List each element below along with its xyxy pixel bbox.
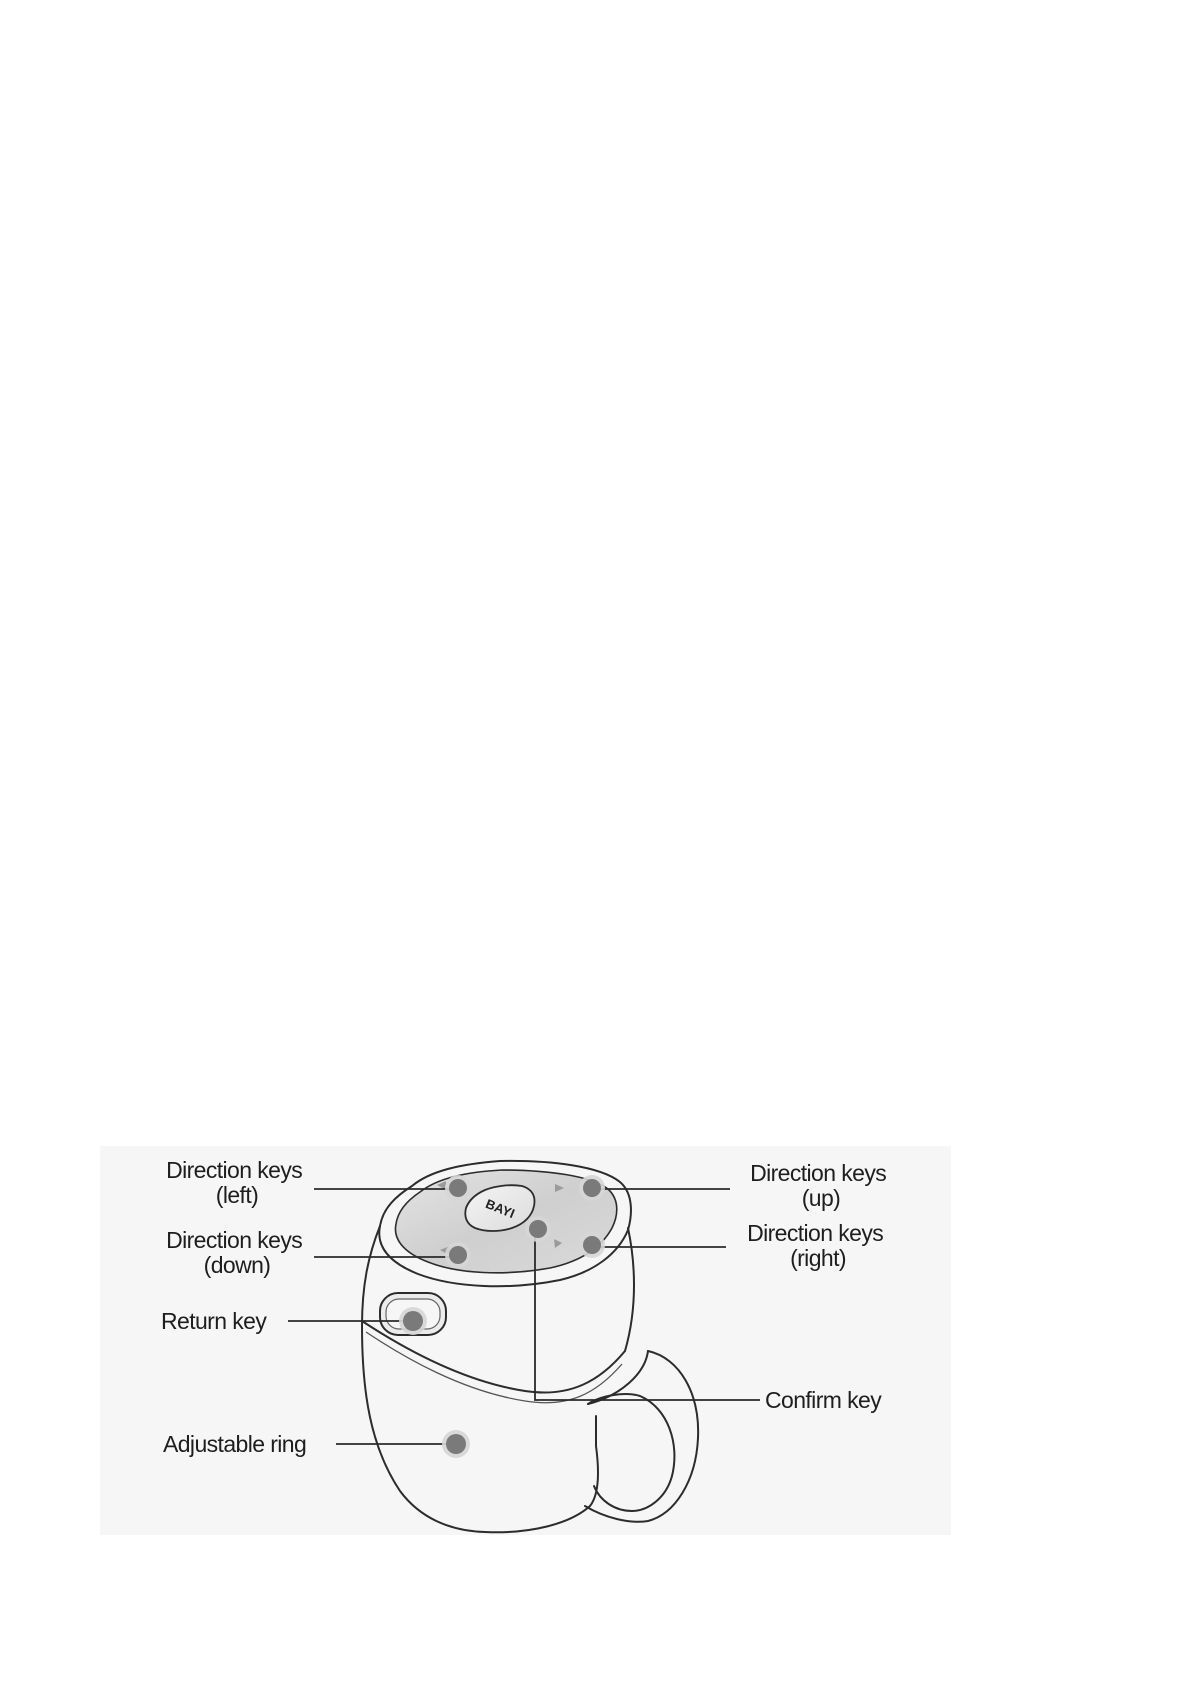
ring-band-inner <box>588 1394 674 1511</box>
hotspot-ring <box>446 1434 466 1454</box>
label-direction-left: Direction keys (left) <box>166 1157 303 1208</box>
label-adjustable-ring: Adjustable ring <box>163 1431 307 1457</box>
label-return-key: Return key <box>161 1308 267 1334</box>
ring-device-illustration <box>362 1161 698 1532</box>
label-direction-right: Direction keys (right) <box>747 1220 884 1271</box>
hotspot-confirm <box>529 1220 547 1238</box>
hotspot-up <box>583 1179 601 1197</box>
hotspot-left <box>449 1179 467 1197</box>
shell-rim-inner <box>366 1332 622 1403</box>
brand-logo: BAYI <box>483 1195 517 1222</box>
hotspot-return <box>403 1311 423 1331</box>
label-direction-up: Direction keys (up) <box>750 1160 887 1211</box>
diagram-panel <box>100 1146 951 1535</box>
label-confirm-key: Confirm key <box>765 1387 882 1413</box>
hotspot-down <box>449 1246 467 1264</box>
label-direction-down: Direction keys (down) <box>166 1227 303 1278</box>
ring-band-outer <box>585 1351 698 1522</box>
hotspot-right <box>583 1236 601 1254</box>
ring-remote-diagram <box>100 1146 951 1535</box>
